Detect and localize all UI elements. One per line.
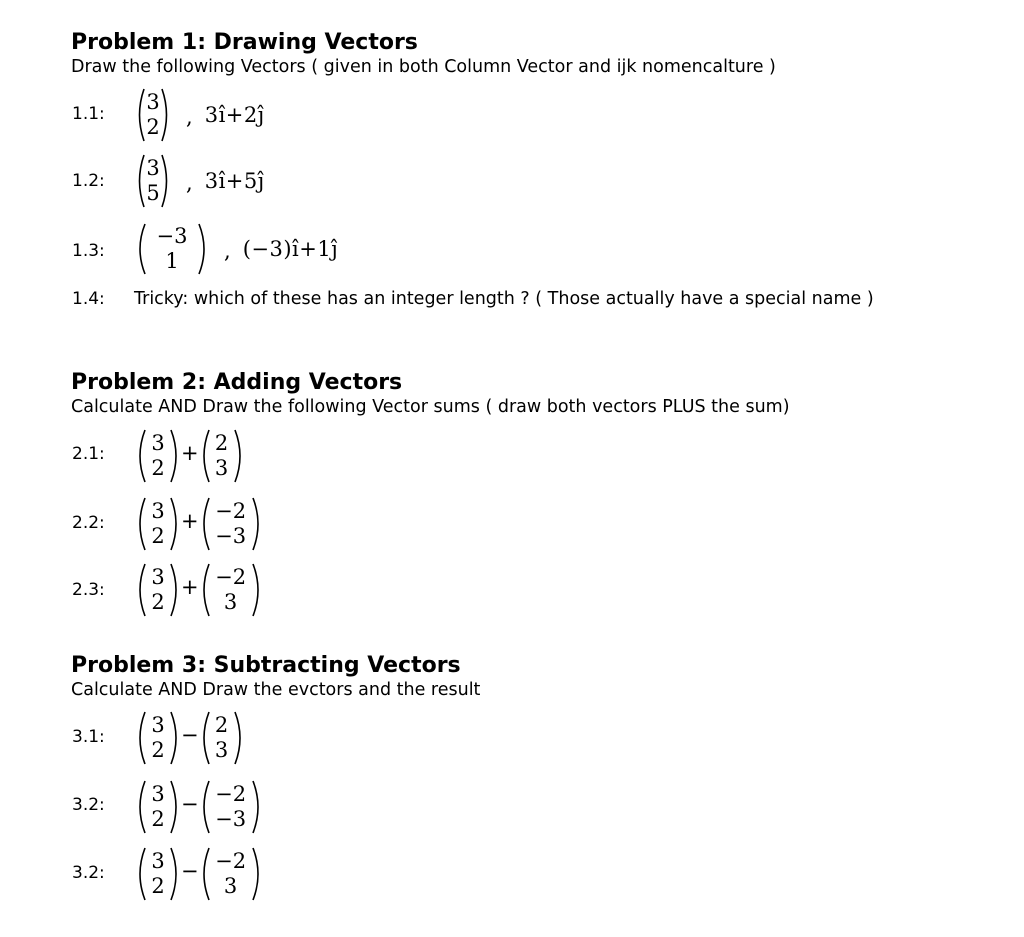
column-vector xyxy=(200,562,262,618)
vector-component: 3 xyxy=(151,849,165,873)
problem-2-description: Calculate AND Draw the following Vector sums ( draw both vectors PLUS the sum) xyxy=(71,397,790,417)
column-vector xyxy=(136,846,180,902)
vector-component: 2 xyxy=(151,738,165,762)
column-vector xyxy=(136,221,208,277)
plus-operator: + xyxy=(181,441,199,465)
vector-expression xyxy=(136,843,262,905)
vector-component: 2 xyxy=(151,590,165,614)
item-label: 3.2: xyxy=(72,863,105,883)
vector-component: 2 xyxy=(146,115,160,139)
vector-component: 3 xyxy=(146,90,160,114)
ijk-coefficient: 2 xyxy=(243,103,258,127)
vector-component: 2 xyxy=(214,713,229,737)
plus-operator: + xyxy=(181,509,199,533)
ijk-plus: + xyxy=(225,169,244,193)
problem-2-header xyxy=(71,370,790,418)
vector-expression xyxy=(136,776,262,838)
column-vector xyxy=(200,779,262,835)
minus-operator: − xyxy=(181,859,199,883)
unit-vector-j: ĵ xyxy=(257,103,265,127)
vector-expression xyxy=(136,493,262,555)
minus-operator: − xyxy=(181,792,199,816)
column-vector xyxy=(136,562,180,618)
problem-3-description: Calculate AND Draw the evctors and the result xyxy=(71,680,481,700)
item-label: 1.3: xyxy=(72,241,105,261)
vector-component: 2 xyxy=(214,431,229,455)
column-vector xyxy=(136,496,180,552)
ijk-coefficient: (−3) xyxy=(242,237,293,261)
vector-component: −3 xyxy=(156,224,188,248)
vector-component: 3 xyxy=(223,874,238,898)
column-vector xyxy=(200,846,262,902)
vector-component: 2 xyxy=(151,874,165,898)
item-text: Tricky: which of these has an integer length ? ( Those actually have a special name ) xyxy=(134,289,874,309)
problem-1-description: Draw the following Vectors ( given in both Column Vector and ijk nomencalture ) xyxy=(71,57,776,77)
vector-component: 3 xyxy=(151,713,165,737)
vector-component: −2 xyxy=(215,565,247,589)
vector-expression xyxy=(136,150,265,212)
vector-component: 3 xyxy=(151,565,165,589)
problem-1-title: Problem 1: Drawing Vectors xyxy=(71,30,418,55)
vector-expression xyxy=(136,218,338,280)
vector-component: 3 xyxy=(151,499,165,523)
column-vector xyxy=(200,428,244,484)
vector-component: 3 xyxy=(146,156,160,180)
unit-vector-j: ĵ xyxy=(257,169,265,193)
vector-component: 3 xyxy=(151,431,165,455)
vector-component: 2 xyxy=(151,807,165,831)
plus-operator: + xyxy=(181,575,199,599)
column-vector xyxy=(136,153,170,209)
vector-component: −3 xyxy=(215,524,247,548)
ijk-coefficient: 1 xyxy=(317,237,332,261)
separator-comma: , xyxy=(224,239,231,263)
vector-component: 2 xyxy=(151,456,165,480)
ijk-plus: + xyxy=(299,237,318,261)
ijk-coefficient: 5 xyxy=(243,169,258,193)
item-label: 1.4: xyxy=(72,289,105,309)
ijk-coefficient: 3 xyxy=(204,169,219,193)
vector-component: −2 xyxy=(215,499,247,523)
problem-3-header xyxy=(71,653,480,701)
ijk-notation xyxy=(205,103,265,127)
vector-component: 3 xyxy=(214,738,229,762)
vector-component: −2 xyxy=(215,849,247,873)
separator-comma: , xyxy=(186,171,193,195)
column-vector xyxy=(136,779,180,835)
vector-component: 3 xyxy=(214,456,229,480)
vector-component: 2 xyxy=(151,524,165,548)
item-label: 3.2: xyxy=(72,795,105,815)
vector-component: −2 xyxy=(215,782,247,806)
vector-component: 1 xyxy=(165,249,179,273)
ijk-notation xyxy=(243,237,339,261)
column-vector xyxy=(200,496,262,552)
column-vector xyxy=(136,710,180,766)
column-vector xyxy=(136,428,180,484)
vector-component: 5 xyxy=(146,181,160,205)
vector-expression xyxy=(136,707,244,769)
item-label: 2.1: xyxy=(72,444,105,464)
column-vector xyxy=(200,710,244,766)
item-label: 1.1: xyxy=(72,104,105,124)
item-label: 3.1: xyxy=(72,727,105,747)
problem-3-title: Problem 3: Subtracting Vectors xyxy=(71,653,461,678)
item-label: 2.2: xyxy=(72,513,105,533)
unit-vector-i: î xyxy=(218,169,226,193)
separator-comma: , xyxy=(186,105,193,129)
vector-component: −3 xyxy=(215,807,247,831)
ijk-notation xyxy=(205,169,265,193)
unit-vector-i: î xyxy=(218,103,226,127)
problem-1-header xyxy=(71,30,776,78)
item-label: 1.2: xyxy=(72,171,105,191)
minus-operator: − xyxy=(181,723,199,747)
ijk-coefficient: 3 xyxy=(204,103,219,127)
item-label: 2.3: xyxy=(72,580,105,600)
vector-expression xyxy=(136,84,265,146)
vector-expression xyxy=(136,425,244,487)
ijk-plus: + xyxy=(225,103,244,127)
problem-2-title: Problem 2: Adding Vectors xyxy=(71,370,403,395)
vector-expression xyxy=(136,559,262,621)
vector-component: 3 xyxy=(151,782,165,806)
column-vector xyxy=(136,87,170,143)
unit-vector-j: ĵ xyxy=(331,237,339,261)
unit-vector-i: î xyxy=(292,237,300,261)
vector-component: 3 xyxy=(223,590,238,614)
